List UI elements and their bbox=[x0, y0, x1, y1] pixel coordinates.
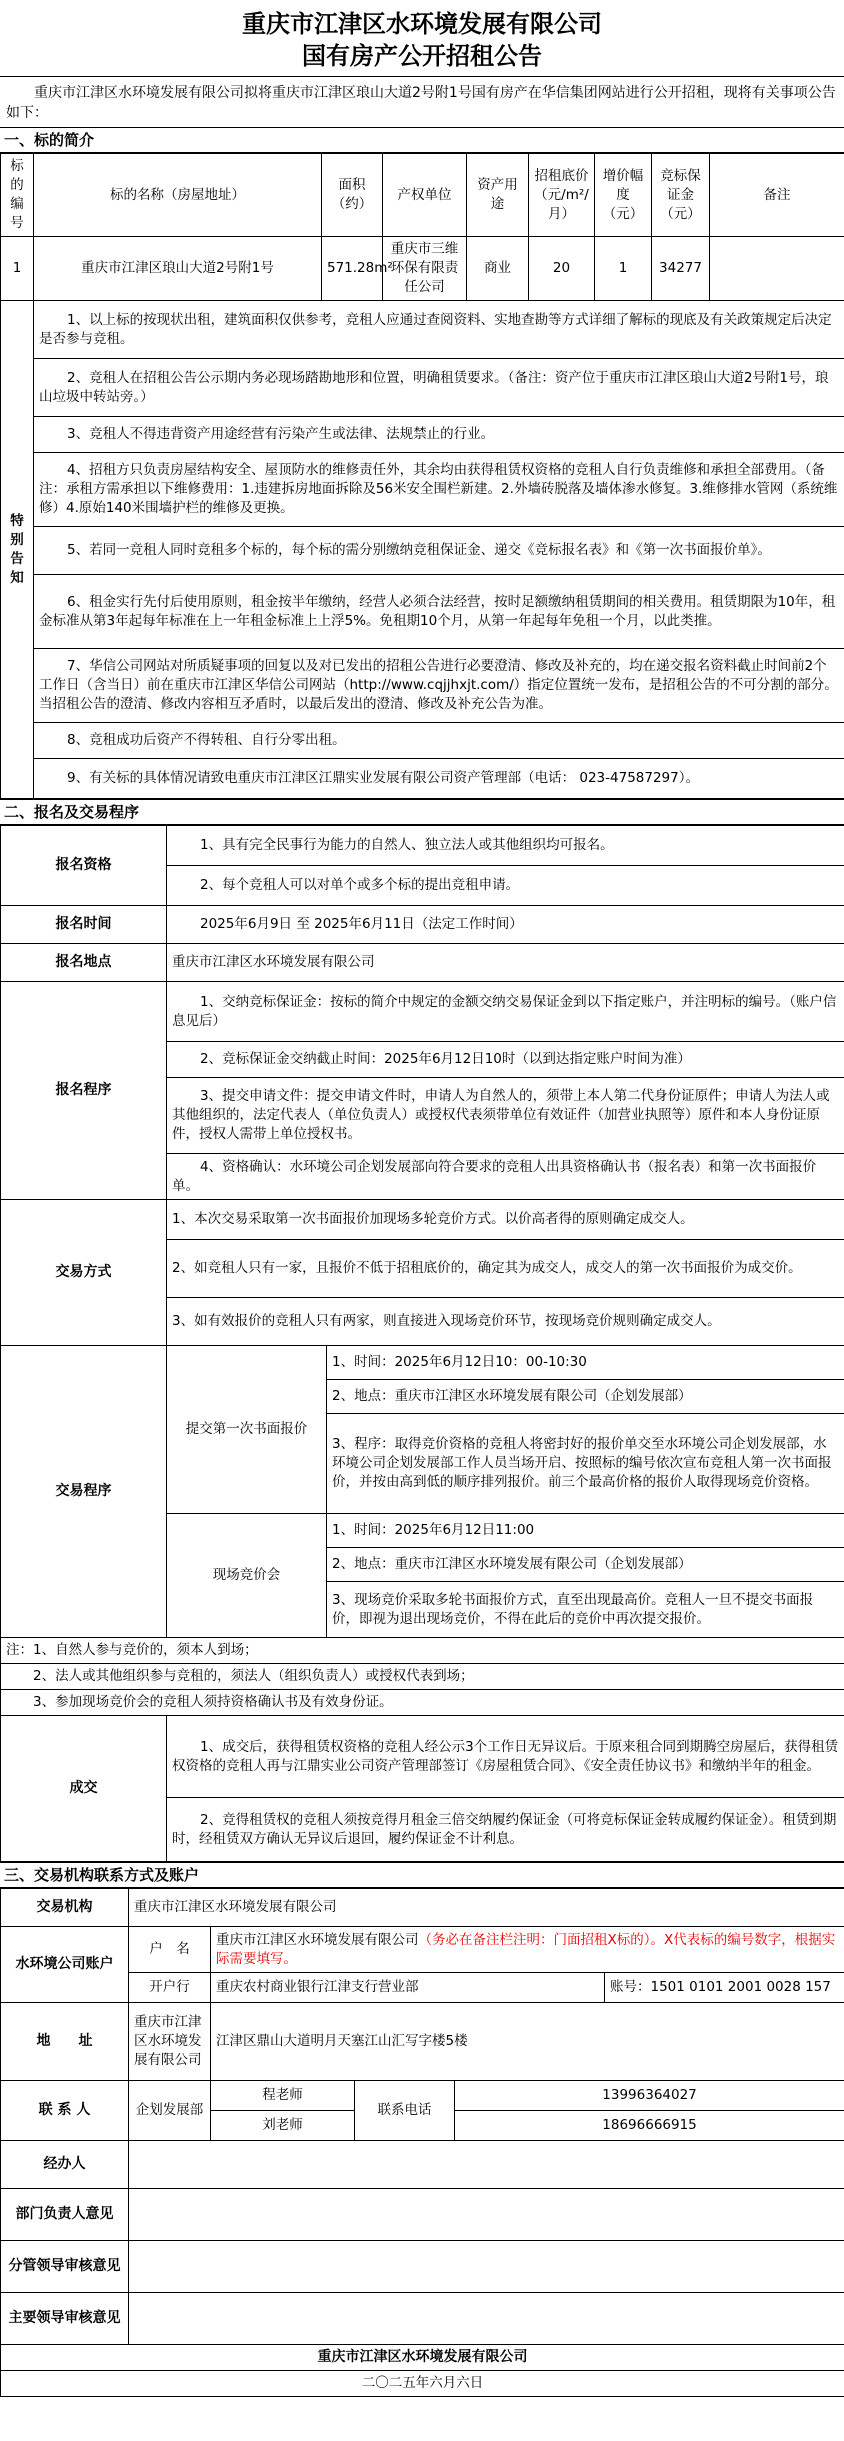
written-quote-label: 提交第一次书面报价 bbox=[167, 1346, 327, 1514]
registration-place-label: 报名地点 bbox=[1, 944, 167, 982]
notice-item: 1、以上标的按现状出租，建筑面积仅供参考，竞租人应通过查阅资料、实地查勘等方式详细了解标的现底及有关政策规定后决定是否参与竞租。 bbox=[34, 301, 844, 359]
contact-phone: 13996364027 bbox=[455, 2081, 844, 2111]
trade-mode-label: 交易方式 bbox=[1, 1200, 167, 1346]
col-price: 招租底价（元/m²/月） bbox=[529, 154, 595, 237]
address: 江津区鼎山大道明月天塞江山汇写字楼5楼 bbox=[211, 2003, 844, 2081]
subject-price: 20 bbox=[529, 237, 595, 301]
registration-time-label: 报名时间 bbox=[1, 906, 167, 944]
notice-item: 5、若同一竞租人同时竞租多个标的，每个标的需分别缴纳竞租保证金、递交《竞标报名表》和《第一次书面报价单》。 bbox=[34, 527, 844, 575]
contact-person: 程老师 bbox=[211, 2081, 355, 2111]
company-title: 重庆市江津区水环境发展有限公司 bbox=[242, 9, 602, 38]
account-name: 重庆市江津区水环境发展有限公司 bbox=[216, 1931, 419, 1948]
note-item: 注：1、自然人参与竞价的，须本人到场； bbox=[1, 1638, 844, 1664]
contact-phone: 18696666915 bbox=[455, 2111, 844, 2141]
subject-row bbox=[1, 237, 844, 301]
registration-time: 2025年6月9日 至 2025年6月11日（法定工作时间） bbox=[167, 906, 844, 944]
notice-title: 国有房产公开招租公告 bbox=[302, 41, 542, 70]
qualification-item: 2、每个竞租人可以对单个或多个标的提出竞租申请。 bbox=[167, 866, 844, 906]
col-deposit: 竞标保证金（元） bbox=[652, 154, 710, 237]
footer-company: 重庆市江津区水环境发展有限公司 bbox=[1, 2345, 844, 2371]
written-quote-item: 2、地点：重庆市江津区水环境发展有限公司（企划发展部） bbox=[327, 1380, 844, 1414]
intro-paragraph: 重庆市江津区水环境发展有限公司拟将重庆市江津区琅山大道2号附1号国有房产在华信集团网站进行公开招租，现将有关事项公告如下： bbox=[0, 76, 844, 127]
footer-date: 二〇二五年六月六日 bbox=[1, 2371, 844, 2397]
live-bidding-label: 现场竞价会 bbox=[167, 1514, 327, 1638]
subject-no: 1 bbox=[1, 237, 34, 301]
col-owner: 产权单位 bbox=[383, 154, 467, 237]
written-quote-item: 3、程序：取得竞价资格的竞租人将密封好的报价单交至水环境公司企划发展部，水环境公司企划发展部工作人员当场开启、按照标的编号依次宣布竞租人第一次书面报价，并按由高到低的顺序排列报价。前三个最高价格的报价人取得现场竞价资格。 bbox=[327, 1414, 844, 1514]
subject-name: 重庆市江津区琅山大道2号附1号 bbox=[34, 237, 322, 301]
dept-head-field bbox=[129, 2189, 844, 2241]
subject-use: 商业 bbox=[467, 237, 529, 301]
written-quote-item: 1、时间：2025年6月12日10：00-10:30 bbox=[327, 1346, 844, 1380]
deputy-leader-field bbox=[129, 2241, 844, 2293]
phone-label: 联系电话 bbox=[355, 2081, 455, 2141]
notice-item: 6、租金实行先付后使用原则，租金按半年缴纳，经营人必须合法经营，按时足额缴纳租赁期间的相关费用。租赁期限为10年，租金标准从第3年起每年标准在上一年租金标准上上浮5%。免租期10个月，从第一年起每年免租一个月，以此类推。 bbox=[34, 575, 844, 649]
notice-item: 8、竞租成功后资产不得转租、自行分零出租。 bbox=[34, 723, 844, 759]
col-name: 标的名称（房屋地址） bbox=[34, 154, 322, 237]
contact-dept: 企划发展部 bbox=[129, 2081, 211, 2141]
live-bidding-item: 3、现场竞价采取多轮书面报价方式，直至出现最高价。竞租人一旦不提交书面报价，即视为退出现场竞价，不得在此后的竞价中再次提交报价。 bbox=[327, 1582, 844, 1638]
trade-procedure-label: 交易程序 bbox=[1, 1346, 167, 1638]
col-use: 资产用途 bbox=[467, 154, 529, 237]
chief-leader-field bbox=[129, 2293, 844, 2345]
procedure-item: 3、提交申请文件：提交申请文件时，申请人为自然人的，须带上本人第二代身份证原件；申请人为法人或其他组织的，法定代表人（单位负责人）或授权代表须带单位有效证件（加营业执照等）原件和本人身份证原件，授权人需带上单位授权书。 bbox=[167, 1078, 844, 1154]
subject-increment: 1 bbox=[595, 237, 652, 301]
live-bidding-item: 2、地点：重庆市江津区水环境发展有限公司（企划发展部） bbox=[327, 1548, 844, 1582]
subject-header-row bbox=[1, 154, 844, 237]
subject-owner: 重庆市三维环保有限责任公司 bbox=[383, 237, 467, 301]
notice-item: 2、竞租人在招租公告公示期内务必现场踏勘地形和位置，明确租赁要求。（备注：资产位于重庆市江津区琅山大道2号附1号，琅山垃圾中转站旁。） bbox=[34, 359, 844, 417]
account-warning: （务必在备注栏注明：门面招租X标的）。X代表标的编号数字，根据实际需要填写。 bbox=[216, 1931, 836, 1967]
col-increment: 增价幅度（元） bbox=[595, 154, 652, 237]
notice-item: 3、竞租人不得违背资产用途经营有污染产生或法律、法规禁止的行业。 bbox=[34, 417, 844, 453]
account-label: 水环境公司账户 bbox=[1, 1927, 129, 2003]
procedure-item: 4、资格确认：水环境公司企划发展部向符合要求的竞租人出具资格确认书（报名表）和第一次书面报价单。 bbox=[167, 1154, 844, 1200]
special-notice-label: 特别告知 bbox=[1, 301, 34, 799]
address-label: 地 址 bbox=[1, 2003, 129, 2081]
contact-person: 刘老师 bbox=[211, 2111, 355, 2141]
address-org: 重庆市江津区水环境发展有限公司 bbox=[129, 2003, 211, 2081]
registration-procedure-label: 报名程序 bbox=[1, 982, 167, 1200]
col-number: 标的编号 bbox=[1, 154, 34, 237]
live-bidding-item: 1、时间：2025年6月12日11:00 bbox=[327, 1514, 844, 1548]
trade-mode-item: 3、如有效报价的竞租人只有两家，则直接进入现场竞价环节，按现场竞价规则确定成交人。 bbox=[167, 1298, 844, 1346]
subject-area: 571.28m² bbox=[322, 237, 383, 301]
handler-label: 经办人 bbox=[1, 2141, 129, 2189]
section2-heading: 二、报名及交易程序 bbox=[0, 799, 844, 825]
subject-table bbox=[0, 153, 844, 799]
dept-head-label: 部门负责人意见 bbox=[1, 2189, 129, 2241]
col-note: 备注 bbox=[710, 154, 844, 237]
subject-deposit: 34277 bbox=[652, 237, 710, 301]
section1-heading: 一、标的简介 bbox=[0, 127, 844, 153]
deputy-leader-label: 分管领导审核意见 bbox=[1, 2241, 129, 2293]
procedure-item: 2、竞标保证金交纳截止时间：2025年6月12日10时（以到达指定账户时间为准） bbox=[167, 1042, 844, 1078]
col-area: 面积（约） bbox=[322, 154, 383, 237]
note-item: 2、法人或其他组织参与竞租的，须法人（组织负责人）或授权代表到场； bbox=[1, 1664, 844, 1690]
trade-mode-item: 1、本次交易采取第一次书面报价加现场多轮竞价方式。以价高者得的原则确定成交人。 bbox=[167, 1200, 844, 1240]
handler-field bbox=[129, 2141, 844, 2189]
contact-label: 联 系 人 bbox=[1, 2081, 129, 2141]
account-name-label: 户 名 bbox=[129, 1927, 211, 1973]
deal-item: 1、成交后，获得租赁权资格的竞租人经公示3个工作日无异议后。于原来租合同到期腾空房屋后，获得租赁权资格的竞租人再与江鼎实业公司资产管理部签订《房屋租赁合同》、《安全责任协议书》和缴纳半年的租金。 bbox=[167, 1716, 844, 1798]
section3-heading: 三、交易机构联系方式及账户 bbox=[0, 1862, 844, 1888]
bank-label: 开户行 bbox=[129, 1973, 211, 2003]
trade-mode-item: 2、如竞租人只有一家，且报价不低于招租底价的，确定其为成交人，成交人的第一次书面报价为成交价。 bbox=[167, 1240, 844, 1298]
chief-leader-label: 主要领导审核意见 bbox=[1, 2293, 129, 2345]
deal-item: 2、竞得租赁权的竞租人须按竞得月租金三倍交纳履约保证金（可将竞标保证金转成履约保证金）。租赁到期时，经租赁双方确认无异议后退回，履约保证金不计利息。 bbox=[167, 1798, 844, 1862]
notice-item: 9、有关标的具体情况请致电重庆市江津区江鼎实业发展有限公司资产管理部（电话： 023-47587297）。 bbox=[34, 759, 844, 799]
procedure-item: 1、交纳竞标保证金：按标的简介中规定的金额交纳交易保证金到以下指定账户，并注明标的编号。（账户信息见后） bbox=[167, 982, 844, 1042]
trade-org: 重庆市江津区水环境发展有限公司 bbox=[129, 1889, 844, 1927]
notice-item: 4、招租方只负责房屋结构安全、屋顶防水的维修责任外，其余均由获得租赁权资格的竞租人自行负责维修和承担全部费用。（备注：承租方需承担以下维修费用：1.违建拆房地面拆除及56米安全围栏新建。2.外墙砖脱落及墙体渗水修复。3.维修排水管网（系统维修）4.原始140米围墙护栏的维修及更换。 bbox=[34, 453, 844, 527]
bank-name: 重庆农村商业银行江津支行营业部 bbox=[211, 1973, 605, 2003]
trade-org-label: 交易机构 bbox=[1, 1889, 129, 1927]
registration-place: 重庆市江津区水环境发展有限公司 bbox=[167, 944, 844, 982]
account-number: 账号：1501 0101 2001 0028 157 bbox=[605, 1973, 844, 2003]
procedure-table bbox=[0, 825, 844, 1862]
notice-item: 7、华信公司网站对所质疑事项的回复以及对已发出的招租公告进行必要澄清、修改及补充的，均在递交报名资料截止时间前2个工作日（含当日）前在重庆市江津区华信公司网站（http://www.cqjjhxjt.com/）指定位置统一发布，是招租公告的不可分割的部分。当招租公告的澄清、修改内容相互矛盾时，以最后发出的澄清、修改及补充公告为准。 bbox=[34, 649, 844, 723]
qualification-item: 1、具有完全民事行为能力的自然人、独立法人或其他组织均可报名。 bbox=[167, 826, 844, 866]
note-item: 3、参加现场竞价会的竞租人须持资格确认书及有效身份证。 bbox=[1, 1690, 844, 1716]
contact-table bbox=[0, 1888, 844, 2397]
subject-note bbox=[710, 237, 844, 301]
deal-label: 成交 bbox=[1, 1716, 167, 1862]
qualification-label: 报名资格 bbox=[1, 826, 167, 906]
